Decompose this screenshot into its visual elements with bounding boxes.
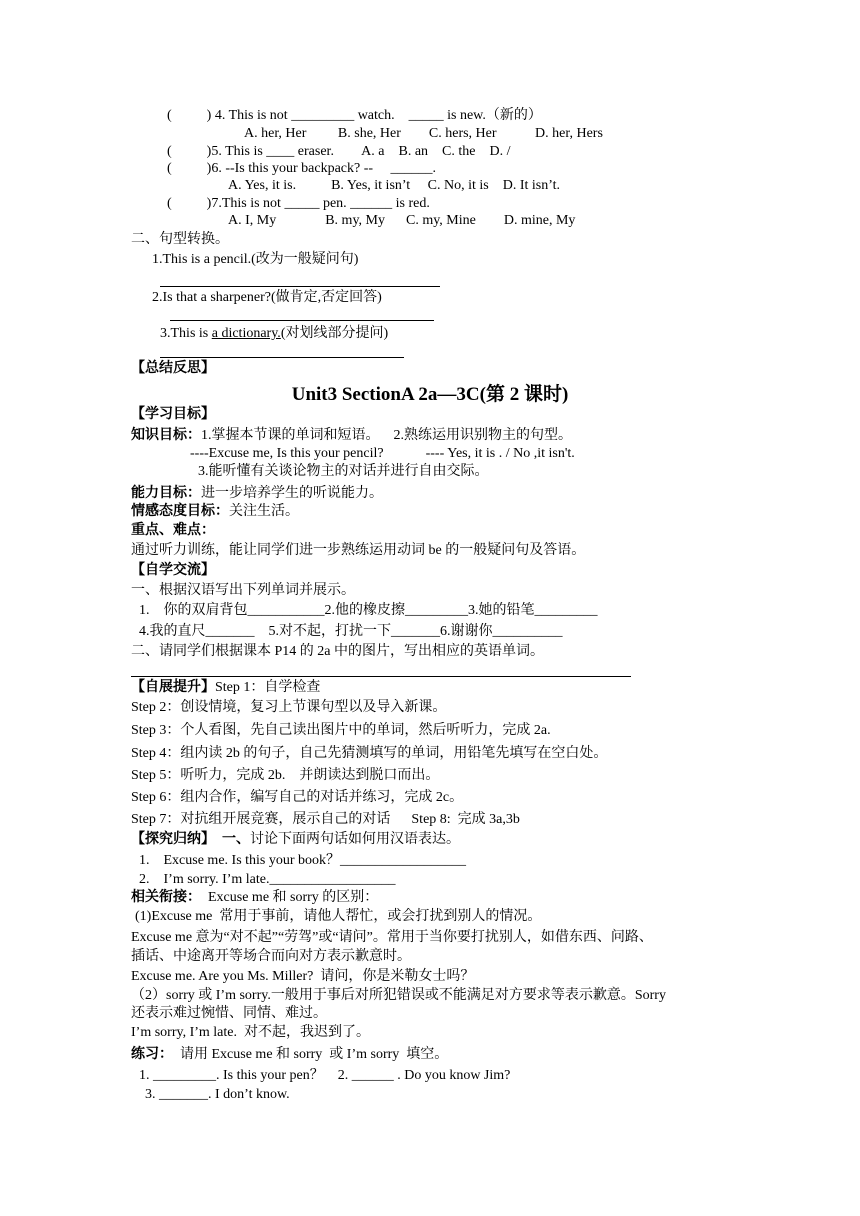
section-2-heading: 二、句型转换。 [131,232,229,247]
related-text: Excuse me 和 sorry 的区别： [201,890,379,905]
related-7: I’m sorry, I’m late. 对不起，我迟到了。 [131,1025,370,1040]
ability-text: 进一步培养学生的听说能力。 [201,486,383,501]
step-4: Step 4：组内读 2b 的句子，自己先猜测填写的单词，用铅笔先填写在空白处。 [131,746,608,761]
question-6-options: A. Yes, it is. B. Yes, it isn’t C. No, it is D. It isn’t. [228,178,561,193]
step-3: Step 3：个人看图，先自己读出图片中的单词，然后听听力，完成 2a. [131,723,551,738]
step-6: Step 6：组内合作，编写自己的对话并练习，完成 2c。 [131,790,464,805]
explore-heading [131,832,460,848]
related-2: Excuse me 意为“对不起”“劳驾”或“请问”。常用于当你要打扰别人，如借东西、问路、 [131,930,653,945]
question-4: ( ) 4. This is not _________ watch. _____ is new.（新的） [167,108,542,123]
transform-1: 1.This is a pencil.(改为一般疑问句) [152,252,359,267]
knowledge-goals [131,428,572,444]
related-label: 相关衔接： [131,890,201,905]
knowledge-text: 1.掌握本节课的单词和短语。 2.熟练运用识别物主的句型。 [201,428,572,443]
extension-label: 【自展提升】 [131,680,215,695]
answer-line-1 [160,286,440,287]
question-7: ( )7.This is not _____ pen. ______ is red. [167,196,430,211]
emotion-label: 情感态度目标： [131,504,229,519]
key-points-label: 重点、难点： [131,523,215,538]
related-6: 还表示难过惋惜、同情、难过。 [131,1006,327,1021]
knowledge-label: 知识目标： [131,428,201,443]
practice-text: 请用 Excuse me 和 sorry 或 I’m sorry 填空。 [173,1047,449,1062]
question-7-options: A. I, My B. my, My C. my, Mine D. mine, My [228,213,576,228]
self-study-1a: 1. 你的双肩背包___________2.他的橡皮擦_________3.她的铅笔_________ [139,603,598,618]
step-1: Step 1：自学检查 [215,680,321,695]
related-4: Excuse me. Are you Ms. Miller? 请问，你是米勒女士吗？ [131,969,475,984]
summary-heading: 【总结反思】 [131,361,215,376]
extension-heading [131,680,320,696]
ability-goals [131,486,383,502]
knowledge-sentence: ----Excuse me, Is this your pencil? ---- Yes, it is . / No ,it isn't. [190,446,575,461]
explore-text: 讨论下面两句话如何用汉语表达。 [250,832,460,847]
answer-line-3 [160,357,404,358]
explore-label: 【探究归纳】 一、 [131,832,250,847]
ability-label: 能力目标： [131,486,201,501]
transform-3-prefix: 3.This is [160,326,212,341]
transform-3-underlined: a dictionary. [211,326,281,341]
practice-2: 3. _______. I don’t know. [145,1087,290,1102]
emotion-text: 关注生活。 [229,504,299,519]
explore-1: 1. Excuse me. Is this your book？__________________ [139,853,467,868]
transform-3 [160,326,388,342]
transform-3-suffix: (对划线部分提问) [280,326,389,341]
practice-heading [131,1047,448,1063]
self-study-heading: 【自学交流】 [131,563,215,578]
knowledge-3: 3.能听懂有关谈论物主的对话并进行自由交际。 [198,464,489,479]
related-heading [131,890,378,906]
explore-2: 2. I’m sorry. I’m late.__________________ [139,872,396,887]
question-5: ( )5. This is ____ eraser. A. a B. an C. the D. / [167,144,511,159]
emotion-goals [131,504,299,520]
question-4-options: A. her, Her B. she, Her C. hers, Her D. her, Hers [244,126,603,141]
self-study-2: 二、请同学们根据课本 P14 的 2a 中的图片，写出相应的英语单词。 [131,644,544,659]
step-7: Step 7：对抗组开展竞赛，展示自己的对话 Step 8: 完成 3a,3b [131,812,520,827]
goals-heading: 【学习目标】 [131,407,215,422]
key-points-text: 通过听力训练，能让同学们进一步熟练运用动词 be 的一般疑问句及答语。 [131,543,586,558]
related-5: （2）sorry 或 I’m sorry.一般用于事后对所犯错误或不能满足对方要求等表示歉意。Sorry [131,988,666,1003]
related-3: 插话、中途离开等场合而向对方表示歉意时。 [131,949,411,964]
step-5: Step 5：听听力，完成 2b. 并朗读达到脱口而出。 [131,768,440,783]
practice-1: 1. _________. Is this your pen？ 2. ______ . Do you know Jim? [139,1068,511,1083]
answer-line-2 [170,320,434,321]
practice-label: 练习： [131,1047,173,1062]
lesson-title: Unit3 SectionA 2a—3C(第 2 课时) [291,384,569,405]
question-6: ( )6. --Is this your backpack? -- ______. [167,161,437,176]
step-2: Step 2：创设情境，复习上节课句型以及导入新课。 [131,700,447,715]
related-1: (1)Excuse me 常用于事前，请他人帮忙，或会打扰到别人的情况。 [135,909,542,924]
self-study-1b: 4.我的直尺_______ 5.对不起，打扰一下_______6.谢谢你__________ [139,624,563,639]
self-study-1: 一、根据汉语写出下列单词并展示。 [131,583,355,598]
answer-line-4 [131,676,631,677]
transform-2: 2.Is that a sharpener?(做肯定,否定回答) [152,290,382,305]
